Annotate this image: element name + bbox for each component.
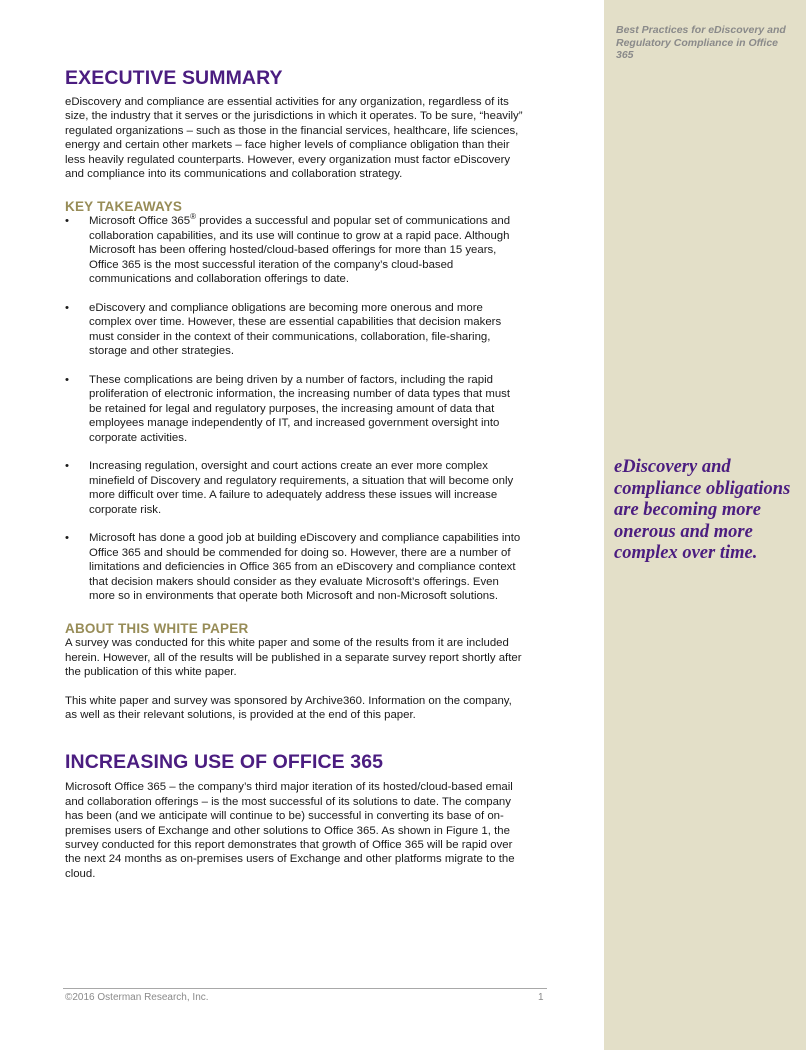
executive-summary-body: eDiscovery and compliance are essential activities for any organization, regardless of its size, the industry that it serves or the jurisdictions in which it operates. To be sure, “heavily” regulated organizations – such as those in the financial services, healthcare, life sciences, energy and certain other markets – face higher levels of compliance obligation than their less heavily regulated counterparts. However, every organization must factor eDiscovery and compliance into its communications and collaboration strategy. (65, 96, 523, 181)
list-item-text: Microsoft has done a good job at building eDiscovery and compliance capabilities into Office 365 and should be commended for doing so. However, there are a number of limitations and deficiencies in Office 365 from an eDiscovery and compliance context that decision makers should consider as they evaluate Microsoft’s offerings. Even more so in environments that operate both Microsoft and non-Microsoft solutions. (89, 532, 521, 602)
running-header: Best Practices for eDiscovery and Regulatory Compliance in Office 365 (616, 24, 786, 61)
list-item (65, 459, 525, 517)
list-item (65, 301, 525, 359)
increasing-use-body: Microsoft Office 365 – the company’s third major iteration of its hosted/cloud-based email and collaboration offerings – is the most successful of its solutions to date. The company has been (and we anticipate will continue to be) successful in converting its base of on-premises users of Exchange and other solutions to Office 365. As shown in Figure 1, the survey conducted for this report demonstrates that growth of Office 365 will be rapid over the next 24 months as on-premises users of Exchange and other platforms migrate to the cloud. (65, 781, 515, 880)
registered-mark: ® (190, 212, 196, 222)
list-item-text: Microsoft Office 365 (89, 215, 191, 228)
bullet-icon: • (65, 532, 69, 545)
about-heading: ABOUT THIS WHITE PAPER (65, 621, 249, 637)
list-item (65, 214, 525, 286)
about-paragraph: A survey was conducted for this white paper and some of the results from it are included herein. However, all of the results will be published in a separate survey report shortly after the publication of this white paper. (65, 637, 522, 679)
pull-quote: eDiscovery and compliance obligations are becoming more onerous and more complex over time. (614, 457, 791, 564)
list-item (65, 531, 525, 603)
footer-copyright: ©2016 Osterman Research, Inc. (65, 992, 209, 1003)
list-item (65, 373, 525, 445)
bullet-icon: • (65, 301, 69, 314)
key-takeaways-list (65, 214, 525, 603)
increasing-use-heading: INCREASING USE OF OFFICE 365 (65, 751, 384, 774)
list-item-text: eDiscovery and compliance obligations are becoming more onerous and more complex over time. However, these are essential capabilities that decision makers must consider in the context of their communications, collaboration, file-sharing, storage and other strategies. (89, 301, 502, 358)
executive-summary-heading: EXECUTIVE SUMMARY (65, 67, 283, 89)
list-item-text: provides a successful and popular set of communications and collaboration capabilities, and its use will continue to grow at a rapid pace. Although Microsoft has been offering hosted/cloud-based offerings for more than 15 years, Office 365 is the most successful iteration of the company’s cloud-based communications and collaboration offerings to date. (89, 215, 511, 286)
sidebar (604, 0, 806, 1050)
list-item-text: These complications are being driven by a number of factors, including the rapid proliferation of electronic information, the increasing number of data types that must be retained for legal and regulatory purposes, the increasing amount of data that employees manage independently of IT, and increased government oversight into corporate activities. (89, 373, 511, 444)
list-item-text: Increasing regulation, oversight and court actions create an ever more complex minefield of Discovery and regulatory requirements, a situation that will become only more difficult over time. A failure to adequately address these issues will increase corporate risk. (89, 460, 514, 516)
key-takeaways-heading: KEY TAKEAWAYS (65, 199, 183, 215)
main-content (65, 66, 525, 881)
bullet-icon: • (65, 373, 69, 386)
bullet-icon: • (65, 460, 69, 473)
footer-divider (63, 988, 547, 989)
page-number: 1 (538, 992, 544, 1003)
about-paragraph: This white paper and survey was sponsored by Archive360. Information on the company, as well as their relevant solutions, is provided at the end of this paper. (65, 694, 512, 721)
bullet-icon: • (65, 215, 69, 228)
